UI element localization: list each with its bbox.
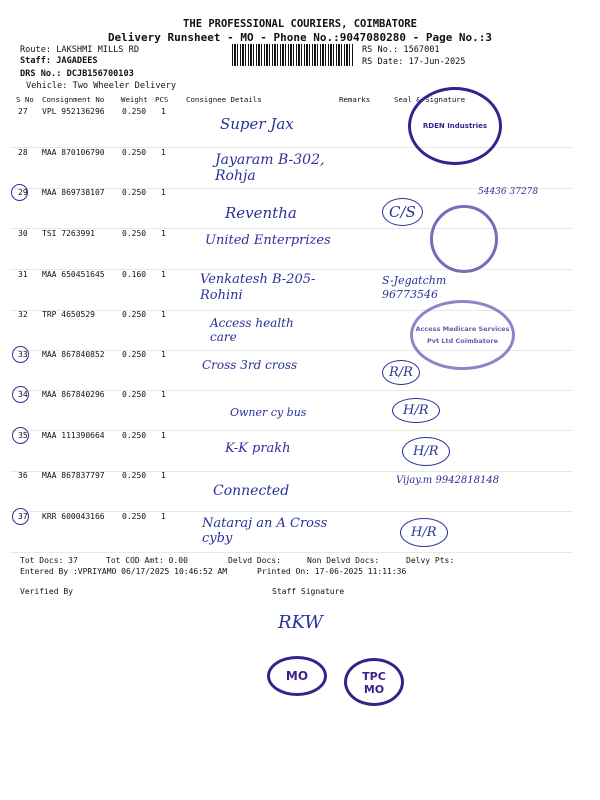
row-weight: 0.250 [122,310,147,319]
non-delvd-docs: Non Delvd Docs: [307,556,380,565]
row-consignment: MAA 867837797 [42,471,105,480]
row-consignment: MAA 870106790 [42,148,105,157]
row-weight: 0.250 [122,431,147,440]
consignee-handwriting: Reventha [225,204,297,222]
row-sno: 29 [18,188,28,197]
delvy-pts: Delvy Pts: [406,556,455,565]
row-sno: 30 [18,229,28,238]
route-label: Route: LAKSHMI MILLS RD [20,45,139,55]
row-consignment: MAA 867840852 [42,350,105,359]
company-seal-stamp-2 [410,300,515,370]
consignee-handwriting: Venkatesh B-205- Rohini [200,272,316,303]
tpc-text: TPC [362,670,386,683]
stamp-text: Access Medicare Services Pvt Ltd Coimbatore [415,325,510,345]
verified-by: Verified By [20,587,73,596]
runsheet-title: Delivery Runsheet - MO - Phone No.:9047080280 - Page No.:3 [107,31,493,44]
phone-note-handwriting: 54436 37278 [478,187,539,197]
col-pcs: PCS [155,95,169,104]
table-row [10,512,572,553]
row-consignment: MAA 869738107 [42,188,105,197]
mo-stamp-text: MO [285,669,309,683]
col-consignee: Consignee Details [186,95,262,104]
tot-docs: Tot Docs: 37 [20,556,78,565]
row-weight: 0.250 [122,107,147,116]
table-row [10,390,572,431]
consignee-handwriting: Connected [213,483,290,499]
consignee-handwriting: Jayaram B-302, Rohja [215,152,325,184]
row-weight: 0.250 [122,229,147,238]
vehicle-label: Vehicle: Two Wheeler Delivery [26,81,177,91]
delvd-docs: Delvd Docs: [228,556,281,565]
consignee-handwriting: United Enterprizes [205,233,331,248]
staff-label: Staff: JAGADEES [20,56,98,66]
row-weight: 0.250 [122,350,147,359]
row-weight: 0.250 [122,512,147,521]
tot-cod: Tot COD Amt: 0.00 [106,556,188,565]
table-row [10,471,572,512]
row-pcs: 1 [161,390,166,399]
row-sno: 33 [18,350,28,359]
col-consignment: Consignment No [42,95,105,104]
remark-handwriting: H/R [402,437,450,466]
consignee-handwriting: Nataraj an A Cross cyby [202,516,328,546]
row-sno: 34 [18,390,28,399]
row-weight: 0.250 [122,188,147,197]
staff-signature-label: Staff Signature [272,587,345,596]
printed-on: Printed On: 17-06-2025 11:11:36 [257,567,407,576]
row-sno: 32 [18,310,28,319]
drs-number: DRS No.: DCJB156700103 [20,69,134,79]
col-remarks: Remarks [339,95,371,104]
row-pcs: 1 [161,471,166,480]
barcode [232,44,354,66]
stamp-text: RDEN Industries [422,122,488,130]
consignee-handwriting: Access health care [210,316,294,344]
remark-handwriting: S-Jegatchm 96773546 [382,274,447,301]
row-consignment: MAA 867840296 [42,390,105,399]
rs-date: RS Date: 17-Jun-2025 [362,57,466,67]
row-pcs: 1 [161,310,166,319]
row-pcs: 1 [161,188,166,197]
row-consignment: MAA 650451645 [42,270,105,279]
mo-stamp [267,656,327,696]
row-consignment: MAA 111390664 [42,431,105,440]
row-weight: 0.160 [122,270,147,279]
remark-handwriting: R/R [382,360,420,385]
remark-handwriting: H/R [400,518,448,547]
row-pcs: 1 [161,148,166,157]
consignee-handwriting: K-K prakh [225,441,291,456]
col-weight: Weight [121,95,148,104]
row-sno: 28 [18,148,28,157]
row-weight: 0.250 [122,148,147,157]
remark-handwriting: Vijay.m 9942818148 [396,475,500,486]
consignee-handwriting: Super Jax [220,115,294,133]
company-seal-stamp [408,87,502,165]
row-sno: 27 [18,107,28,116]
row-sno: 37 [18,512,28,521]
col-seal: Seal & Signature [394,95,466,104]
row-sno: 36 [18,471,28,480]
entered-by: Entered By :VPRIYAMO 06/17/2025 10:46:52 AM [20,567,228,576]
mo-text: MO [363,683,385,696]
row-consignment: TSI 7263991 [42,229,95,238]
row-consignment: TRP 4650529 [42,310,95,319]
row-pcs: 1 [161,270,166,279]
row-pcs: 1 [161,107,166,116]
row-pcs: 1 [161,350,166,359]
row-consignment: KRR 600043166 [42,512,105,521]
staff-signature: RKW [278,612,323,633]
table-row [10,431,572,472]
consignee-handwriting: Cross 3rd cross [202,358,298,372]
row-consignment: VPL 952136296 [42,107,105,116]
company-title: THE PROFESSIONAL COURIERS, COIMBATORE [183,18,417,30]
remark-handwriting: H/R [392,398,440,423]
consignee-handwriting: Owner cy bus [230,406,307,419]
row-pcs: 1 [161,512,166,521]
row-pcs: 1 [161,229,166,238]
table-row [10,148,572,189]
seal-stamp-2 [430,205,498,273]
row-sno: 31 [18,270,28,279]
rs-number: RS No.: 1567001 [362,45,440,55]
row-sno: 35 [18,431,28,440]
row-weight: 0.250 [122,390,147,399]
tpc-mo-stamp [344,658,404,706]
row-pcs: 1 [161,431,166,440]
remark-handwriting: C/S [382,198,423,226]
col-sno: S No [16,95,34,104]
row-weight: 0.250 [122,471,147,480]
